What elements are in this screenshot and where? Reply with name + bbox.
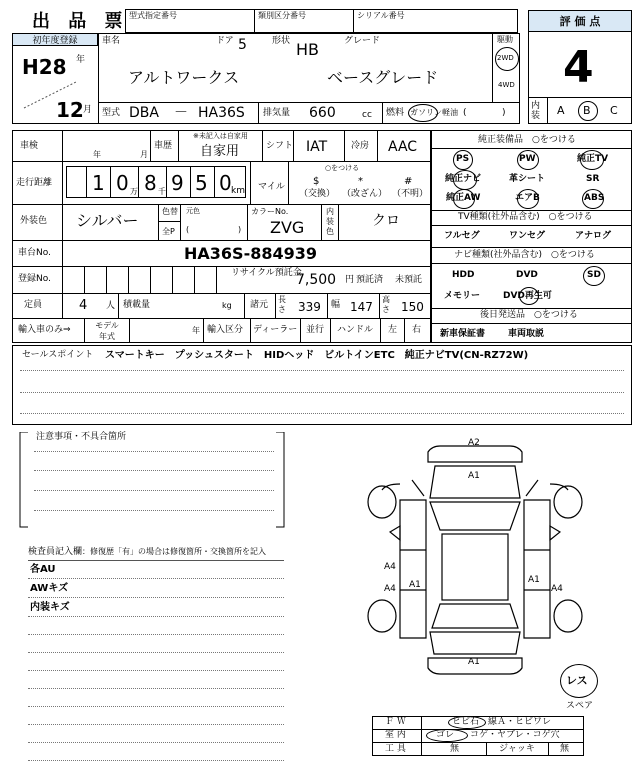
mileage-digit-3: 8	[144, 171, 157, 195]
displacement-value: 660	[309, 105, 336, 121]
serial-number-label: シリアル番号	[357, 11, 405, 20]
category-number-label: 類別区分番号	[258, 11, 306, 20]
shift-label: シフト	[266, 141, 294, 151]
history-value: 自家用	[200, 144, 240, 159]
first-reg-header	[12, 33, 98, 46]
first-reg-label: 初年度登録	[32, 36, 78, 46]
height-label: 高さ	[382, 295, 390, 314]
tv-oneseg: ワンセグ	[509, 231, 546, 241]
navi-type-label: ナビ種類(社外品含む) ○をつける	[454, 250, 595, 260]
sales-point-text: スマートキー プッシュスタート HIDヘッド ビルトインETC 純正ナビTV(CN-RZ72W)	[105, 350, 529, 361]
notes-bracket	[18, 432, 288, 532]
load-label: 積載量	[123, 300, 151, 310]
page-title: 出 品 票	[32, 11, 129, 32]
width-label: 幅	[331, 300, 341, 310]
capacity-label: 定員	[24, 300, 43, 310]
reg-year-unit: 年	[76, 55, 86, 65]
length-value: 339	[298, 300, 321, 314]
dimension-label: 諸元	[250, 300, 269, 310]
damage-mark-left-door: A1	[409, 580, 421, 590]
parallel-label: 並行	[306, 325, 325, 335]
later-items-label: 後日発送品 ○をつける	[480, 310, 578, 320]
later-manual: 車両取説	[508, 329, 545, 339]
drive-2wd: 2WD	[497, 54, 514, 62]
inspector-line-1: 各AU	[30, 564, 56, 575]
import-label: 輸入車のみ⇒	[18, 325, 71, 335]
modified-label: （改ざん）	[342, 189, 388, 199]
import-type-label: 輸入区分	[207, 325, 244, 335]
mileage-label: 走行距離	[16, 178, 53, 188]
car-name-label: 車名	[102, 36, 121, 46]
inspector-label	[28, 548, 266, 557]
recycle-paid: 預託済	[356, 275, 384, 285]
recycle-amount: 7,500	[296, 272, 337, 288]
damage-mark-right-door: A1	[528, 575, 540, 585]
car-grade: ベースグレード	[327, 68, 439, 87]
handle-right: 右	[412, 325, 422, 335]
shape-label: 形状	[272, 36, 291, 46]
body-shape: HB	[296, 40, 320, 59]
damage-mark-right-rear: A4	[551, 584, 563, 594]
displacement-label: 排気量	[263, 108, 291, 118]
sen-unit: 千	[158, 187, 166, 196]
height-value: 150	[401, 300, 424, 314]
interior-condition-label: 室 内	[385, 730, 406, 740]
man-unit: 万	[130, 187, 138, 196]
door-label: ドア	[216, 36, 234, 46]
damage-mark-left-front: A4	[384, 562, 396, 572]
door-count: 5	[238, 37, 247, 53]
later-warranty: 新車保証書	[440, 329, 486, 339]
reg-month-unit: 月	[83, 105, 93, 115]
jack-label: ジャッキ	[499, 744, 535, 754]
inspector-line-2: AWキズ	[30, 583, 69, 594]
equip-genuine-tv: 純正TV	[577, 154, 609, 164]
navi-hdd: HDD	[452, 270, 475, 280]
recycle-unpaid: 未預託	[395, 275, 423, 285]
modified-symbol: *	[358, 176, 363, 187]
history-note: ※未記入は自家用	[193, 132, 248, 140]
equip-leather-seat: 革シート	[509, 174, 546, 184]
evaluation-label: 評 価 点	[559, 15, 601, 28]
inspector-label-sub: ：修復歴「有」の場合は修復箇所・交換箇所を記入	[82, 547, 267, 556]
swap-label: （交換）	[299, 189, 336, 199]
length-label: 長さ	[278, 295, 286, 314]
fuel-paren-open: (	[463, 108, 467, 118]
color-change-label: 色替	[162, 207, 178, 216]
inspection-month-unit: 月	[140, 150, 148, 159]
fw-label: Ｆ Ｗ	[385, 717, 406, 727]
recycle-label: リサイクル預託金	[231, 268, 302, 278]
capacity-value: 4	[79, 298, 88, 313]
capacity-unit: 人	[106, 301, 116, 311]
equip-abs: ABS	[584, 193, 605, 203]
equip-ps: PS	[456, 154, 470, 164]
equip-pw: PW	[519, 154, 536, 164]
reg-year: H28	[22, 55, 67, 79]
jack-value: 無	[560, 744, 570, 754]
grade-label: グレード	[344, 36, 381, 46]
original-color-label: 元色	[186, 207, 200, 215]
damage-mark-front-bumper: A2	[468, 438, 480, 448]
fuel-paren-close: )	[502, 108, 506, 118]
tv-analog: アナログ	[575, 231, 612, 241]
spare-mark: レス	[566, 674, 588, 687]
equip-genuine-aw: 純正AW	[446, 193, 481, 203]
genuine-equip-label: 純正装備品 ○をつける	[478, 135, 576, 145]
inspection-year-unit: 年	[93, 150, 101, 159]
chassis-label: 車台No.	[18, 248, 51, 258]
damage-mark-hood: A1	[468, 471, 480, 481]
drive-4wd: 4WD	[498, 81, 515, 89]
type-dash: －	[174, 105, 188, 121]
evaluation-header	[528, 10, 632, 32]
equip-airbag: エアB	[515, 193, 540, 203]
color-label: 外装色	[20, 216, 48, 226]
color-value: シルバー	[76, 211, 139, 230]
color-no-value: ZVG	[270, 218, 305, 237]
dealer-label: ディーラー	[253, 325, 298, 335]
drive-label: 駆動	[497, 35, 513, 44]
reg-month: 12	[56, 98, 84, 122]
interior-grade-b: B	[583, 104, 591, 117]
history-label: 車歴	[154, 141, 173, 151]
navi-dvd: DVD	[516, 270, 538, 280]
ac-value: AAC	[388, 139, 418, 155]
reg-no-label: 登録No.	[18, 274, 51, 284]
tv-type-label: TV種類(社外品含む) ○をつける	[458, 212, 593, 222]
damage-mark-left-rear: A4	[384, 584, 396, 594]
interior-grade-c: C	[610, 104, 618, 117]
model-designation-label: 型式指定番号	[129, 11, 177, 20]
interior-color-value: クロ	[372, 213, 400, 229]
tools-label: 工 具	[385, 744, 406, 754]
full-paint-label: 全P	[162, 227, 175, 236]
mileage-digit-6: 0	[219, 171, 232, 195]
spare-label: スペア	[566, 701, 594, 711]
equip-sr: SR	[586, 174, 600, 184]
width-value: 147	[350, 300, 373, 314]
tools-value: 無	[450, 744, 460, 754]
swap-symbol: $	[313, 176, 320, 187]
fuel-gasoline: ガソリン	[410, 108, 442, 117]
shift-value: IAT	[306, 139, 328, 155]
recycle-unit: 円	[345, 275, 355, 285]
unknown-symbol: #	[404, 176, 413, 187]
mileage-digit-5: 5	[195, 171, 208, 195]
tv-fullseg: フルセグ	[444, 231, 480, 241]
interior-value-1: ゴレ	[436, 730, 455, 740]
km-unit: km	[231, 186, 245, 196]
original-color-paren-close: )	[238, 225, 242, 234]
mile-label: マイル	[258, 182, 285, 192]
color-no-label: カラーNo.	[251, 207, 289, 216]
damage-mark-rear-gate: A1	[468, 657, 480, 667]
equip-genuine-navi: 純正ナビ	[445, 174, 482, 184]
handle-label: ハンドル	[337, 325, 374, 335]
interior-value-2: コゲ・ヤブレ・コゲ穴	[470, 730, 560, 740]
interior-grade-label: 内装	[531, 101, 541, 121]
mileage-digit-4: 9	[171, 171, 184, 195]
ac-label: 冷房	[351, 141, 370, 151]
displacement-unit: cc	[362, 110, 372, 120]
interior-grade-a: A	[557, 104, 565, 117]
navi-memory: メモリー	[444, 291, 481, 301]
original-color-paren-open: (	[186, 225, 190, 234]
inspection-label: 車検	[20, 141, 39, 151]
model-year-unit: 年	[192, 326, 200, 335]
mileage-digit-2: 0	[116, 171, 129, 195]
mileage-digit-1: 1	[92, 171, 105, 195]
chassis-value: HA36S-884939	[184, 244, 317, 263]
type-prefix: DBA	[129, 105, 159, 121]
fuel-light-oil: 軽油	[442, 108, 458, 117]
mileage-circle-note: ○をつける	[325, 164, 360, 172]
fw-value-2: 線Ａ・ヒビワレ	[488, 717, 552, 727]
fw-value-1: ヒビ石	[452, 717, 480, 727]
evaluation-score: 4	[563, 42, 594, 93]
interior-color-label: 内装色	[326, 207, 334, 236]
inspector-line-3: 内装キズ	[30, 602, 70, 613]
model-year-label: モデル年式	[95, 321, 119, 341]
type-label: 型式	[102, 108, 121, 118]
inspector-label-main: 検査員記入欄	[28, 547, 83, 557]
handle-left: 左	[388, 325, 398, 335]
type-code: HA36S	[198, 105, 245, 121]
car-name: アルトワークス	[128, 68, 240, 87]
sales-point-label: セールスポイント	[22, 350, 94, 360]
notes-label: 注意事項・不具合箇所	[36, 432, 127, 442]
kg-unit: kg	[222, 301, 232, 310]
navi-dvd-play: DVD再生可	[503, 291, 552, 301]
navi-sd: SD	[587, 270, 601, 280]
fuel-label: 燃料	[386, 108, 405, 118]
unknown-label: （不明）	[392, 189, 429, 199]
